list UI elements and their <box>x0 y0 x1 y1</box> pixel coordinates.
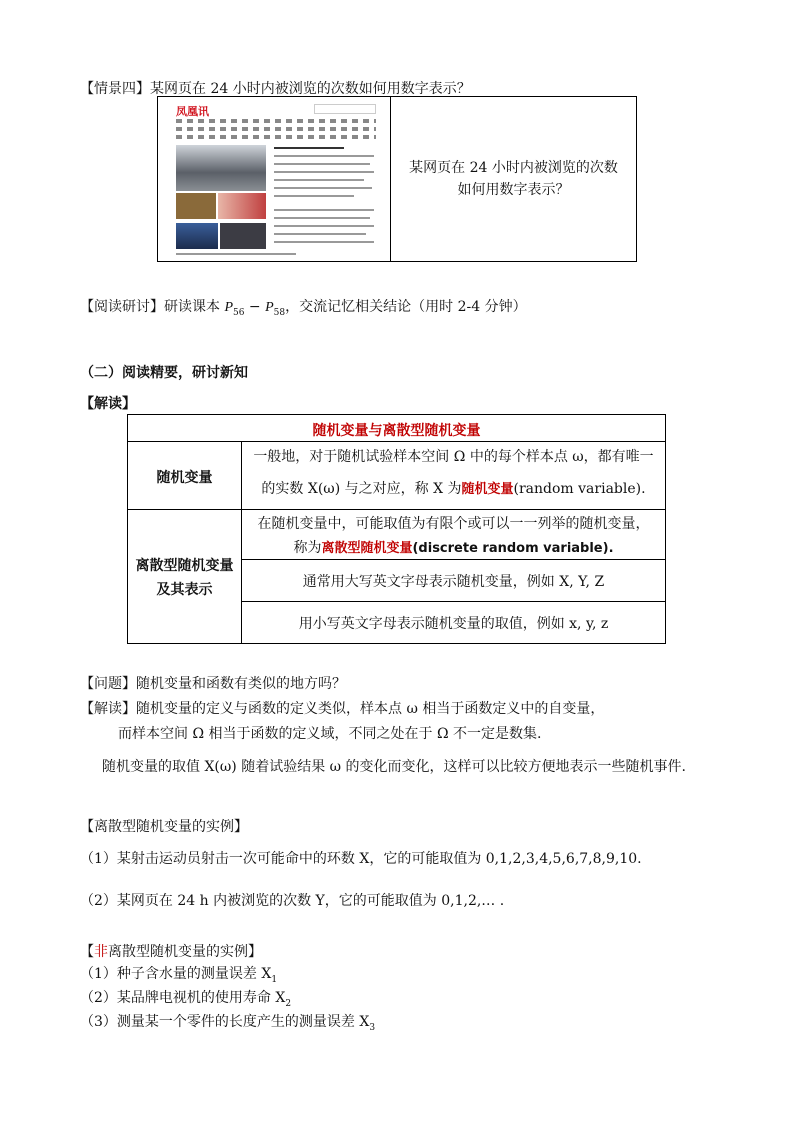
headline-graphic <box>274 147 344 149</box>
answer-line3: 随机变量的取值 X(ω) 随着试验结果 ω 的变化而变化，这样可以比较方便地表示一些随机事件. <box>102 759 686 775</box>
text-line-graphic <box>274 233 366 235</box>
nav-row-graphic <box>176 119 376 123</box>
row-border <box>128 441 665 442</box>
example-text: （1）种子含水量的测量误差 X <box>80 966 272 982</box>
answer-line2: 而样本空间 Ω 相当于函数的定义域，不同之处在于 Ω 不一定是数集. <box>118 726 542 742</box>
nondiscrete-example-1 <box>80 963 277 985</box>
heading-text: 离散型随机变量的实例】 <box>108 944 262 960</box>
definition-table <box>127 414 666 644</box>
lowercase-notation: 用小写英文字母表示随机变量的取值，例如 x, y, z <box>298 616 609 632</box>
text-line-graphic <box>274 225 374 227</box>
news-photo <box>218 193 266 219</box>
row-label-random-variable: 随机变量 <box>156 470 213 486</box>
text-line-graphic <box>274 171 374 173</box>
text-line-graphic <box>274 179 364 181</box>
row-border <box>241 601 665 602</box>
jiedu-label: 【解读】 <box>80 396 136 412</box>
news-website-screenshot <box>174 101 380 257</box>
subscript: 1 <box>271 974 278 985</box>
discrete-definition-line1: 在随机变量中，可能取值为有限个或可以一一列举的随机变量， <box>257 516 650 532</box>
box-question <box>391 157 636 201</box>
news-photo <box>176 223 218 249</box>
news-photo <box>176 145 266 191</box>
subscript: 2 <box>285 998 292 1009</box>
discrete-examples-heading: 【离散型随机变量的实例】 <box>80 819 248 835</box>
discrete-example-2: （2）某网页在 24 h 内被浏览的次数 Y，它的可能取值为 0,1,2,… . <box>80 893 505 909</box>
answer-line1: 【解读】随机变量的定义与函数的定义类似，样本点 ω 相当于函数定义中的自变量， <box>80 701 605 717</box>
text-line-graphic <box>176 253 296 255</box>
dash: − <box>244 299 266 315</box>
text-line-graphic <box>274 195 354 197</box>
news-photo <box>220 223 266 249</box>
term-english: (random variable). <box>513 481 646 497</box>
nondiscrete-examples-heading <box>80 941 262 961</box>
row-border <box>128 509 665 510</box>
non-emphasis: 非 <box>94 944 108 960</box>
random-variable-definition-line1: 一般地，对于随机试验样本空间 Ω 中的每个样本点 ω，都有唯一 <box>253 449 654 465</box>
nondiscrete-example-2 <box>80 987 291 1009</box>
news-site-logo: 凤凰讯 <box>176 105 209 118</box>
nav-row-graphic <box>176 127 376 131</box>
nondiscrete-example-3 <box>80 1011 375 1033</box>
box-question-line2: 如何用数字表示？ <box>457 182 570 198</box>
text-line-graphic <box>274 155 374 157</box>
scenario4-heading: 【情景四】某网页在 24 小时内被浏览的次数如何用数字表示？ <box>80 81 471 97</box>
example-text: （3）测量某一个零件的长度产生的测量误差 X <box>80 1014 370 1030</box>
term-random-variable: 随机变量 <box>461 482 514 497</box>
page-end: 58 <box>273 307 286 318</box>
box-question-line1: 某网页在 24 小时内被浏览的次数 <box>409 160 618 176</box>
page-symbol: P <box>265 300 274 315</box>
example-text: （2）某品牌电视机的使用寿命 X <box>80 990 286 1006</box>
definition-text: 的实数 X(ω) 与之对应，称 X 为 <box>261 481 462 497</box>
nav-row-graphic <box>176 135 376 139</box>
discrete-example-1: （1）某射击运动员射击一次可能命中的环数 X，它的可能取值为 0,1,2,3,4,5,6,7,8,9,10. <box>80 851 642 867</box>
text-line-graphic <box>274 217 370 219</box>
page-start: 56 <box>233 307 245 318</box>
page-symbol: P <box>224 300 234 315</box>
term-english: (discrete random variable). <box>412 541 614 556</box>
reading-instruction <box>80 296 527 318</box>
text-line-graphic <box>274 209 374 211</box>
text-line-graphic <box>274 241 374 243</box>
question: 【问题】随机变量和函数有类似的地方吗？ <box>80 676 346 692</box>
uppercase-notation: 通常用大写英文字母表示随机变量，例如 X, Y, Z <box>302 574 605 590</box>
bracket: 【 <box>80 944 94 960</box>
text-line-graphic <box>274 187 372 189</box>
row-label-discrete-line2: 及其表示 <box>156 582 213 598</box>
discrete-definition-line2 <box>242 537 665 557</box>
subscript: 3 <box>369 1022 376 1033</box>
row-border <box>241 559 665 560</box>
section-title: （二）阅读精要，研讨新知 <box>80 365 248 381</box>
news-photo <box>176 193 216 219</box>
definition-text: 称为 <box>293 540 322 556</box>
text-line-graphic <box>274 163 370 165</box>
reading-suffix: ，交流记忆相关结论（用时 2-4 分钟） <box>285 299 527 315</box>
reading-prefix: 【阅读研讨】研读课本 <box>80 299 225 315</box>
scenario4-box <box>157 96 637 262</box>
row-label-discrete: 离散型随机变量 <box>135 558 234 574</box>
random-variable-definition-line2 <box>242 478 665 498</box>
search-box-graphic <box>314 104 376 114</box>
table-title: 随机变量与离散型随机变量 <box>312 423 481 439</box>
term-discrete-random-variable: 离散型随机变量 <box>321 541 413 556</box>
